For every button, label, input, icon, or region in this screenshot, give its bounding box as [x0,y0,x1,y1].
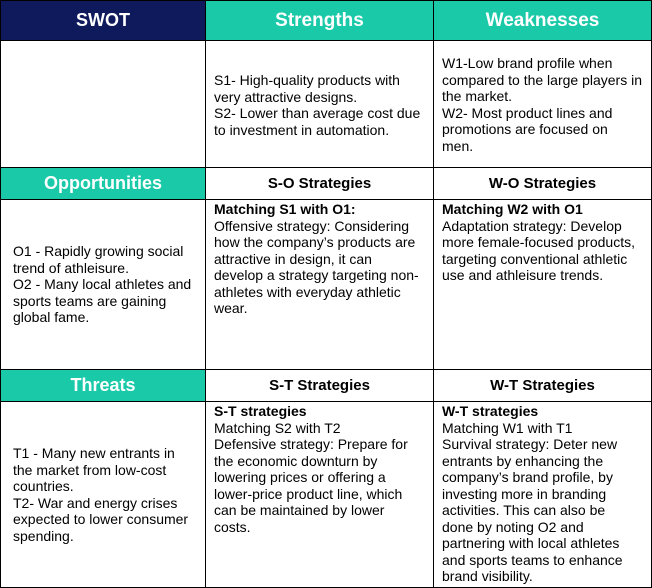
opportunities-cell [0,200,206,370]
wt-strategies-header: W-T Strategies [434,370,652,402]
weaknesses-header: Weaknesses [434,0,652,41]
wo-strategies-header: W-O Strategies [434,168,652,200]
so-strategy-text: Offensive strategy: Considering how the company’s products are attractive in design, it can develop a strategy targeting non- athletes with everyday athletic wear. [214,217,419,316]
wo-strategy-title: Matching W2 with O1 [442,201,583,217]
wt-strategy-text: Matching W1 with T1 Survival strategy: Deter new entrants by enhancing the company’s brand profile, by investing more in branding activities. This can also be done by noting O2 and partnering with local athletes and sports teams to enhance brand visibility. [442,419,623,584]
opportunities-header: Opportunities [0,168,206,200]
wt-strategy-title: W-T strategies [442,403,539,419]
blank-cell [0,41,206,168]
st-strategies-cell [206,402,434,588]
so-strategies-cell [206,200,434,370]
wt-strategies-cell [434,402,652,588]
wo-strategy-text: Adaptation strategy: Develop more female-focused products, targeting conventional athletic use and athleisure trends. [442,217,635,283]
st-strategy-text: Matching S2 with T2 Defensive strategy: Prepare for the economic downturn by lowering prices or offering a lower-price product line, which can be maintained by lower costs. [214,419,408,535]
weaknesses-text: W1-Low brand profile when compared to the large players in the market. W2- Most product lines and promotions are focused on men. [442,55,642,154]
threats-cell [0,402,206,588]
threats-header: Threats [0,370,206,402]
so-strategy-title: Matching S1 with O1: [214,201,356,217]
swot-header: SWOT [0,0,206,41]
strengths-text: S1- High-quality products with very attractive designs. S2- Lower than average cost due to investment in automation. [214,72,421,138]
st-strategies-header: S-T Strategies [206,370,434,402]
weaknesses-cell [434,41,652,168]
threats-text: T1 - Many new entrants in the market from low-cost countries. T2- War and energy crises expected to lower consumer spending. [13,445,189,544]
wo-strategies-cell [434,200,652,370]
so-strategies-header: S-O Strategies [206,168,434,200]
strengths-cell [206,41,434,168]
opportunities-text: O1 - Rapidly growing social trend of athleisure. O2 - Many local athletes and sports teams are gaining global fame. [13,243,192,326]
strengths-header: Strengths [206,0,434,41]
st-strategy-title: S-T strategies [214,403,307,419]
